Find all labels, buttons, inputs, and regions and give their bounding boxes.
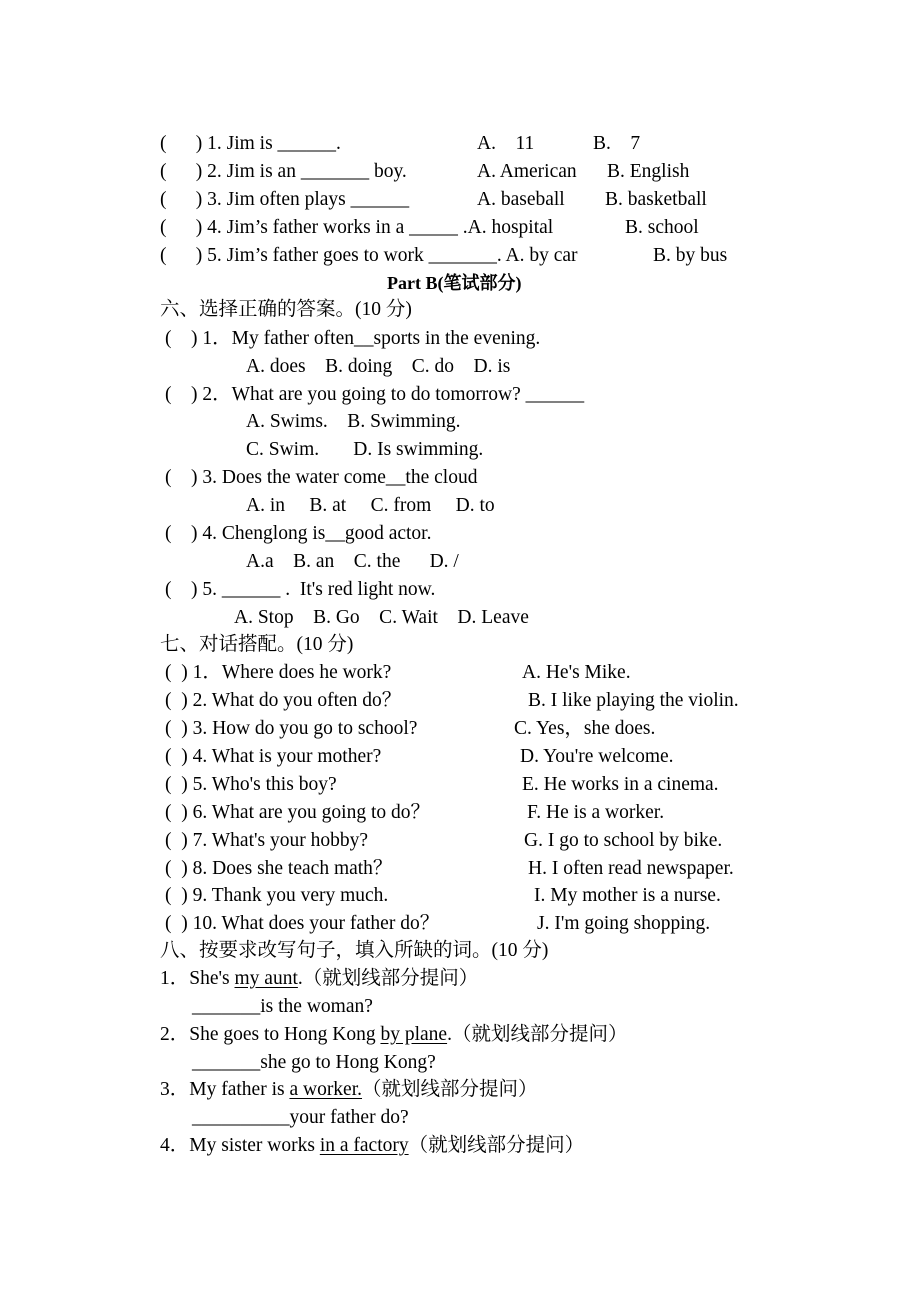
section-7-q9: ( ) 9. Thank you very much. [165,885,389,906]
sentence-text: My sister works [189,1135,320,1156]
section-7-a2: B. I like playing the violin. [528,690,739,711]
section-7-a9: I. My mother is a nurse. [534,885,721,906]
instruction: .（就划线部分提问） [297,968,479,989]
section-7-a5: E. He works in a cinema. [522,774,719,795]
section-6-q1-options: A. does B. doing C. do D. is [246,356,511,377]
section-7-a4: D. You're welcome. [520,746,674,767]
listening-q3-option-a: A. baseball [477,189,565,210]
section-6-q3: ( ) 3. Does the water come__the cloud [165,467,478,488]
section-7-q10: ( ) 10. What does your father do？ [165,913,440,934]
item-number: 2． [160,1024,190,1045]
sentence-text: She goes to Hong Kong [189,1024,381,1045]
part-b-title: Part B(笔试部分) [387,273,522,293]
underlined-phrase: a worker. [289,1079,363,1100]
section-7-q2: ( ) 2. What do you often do？ [165,690,402,711]
section-7-q7: ( ) 7. What's your hobby? [165,830,368,851]
sentence-text: My father is [189,1079,290,1100]
item-number: 3． [160,1079,190,1100]
section-7-a6: F. He is a worker. [527,802,665,823]
sentence-text: She's [189,968,235,989]
listening-q1: ( ) 1. Jim is ______. [160,133,341,154]
section-7-q4: ( ) 4. What is your mother? [165,746,382,767]
item-number: 1． [160,968,190,989]
section-7-q3: ( ) 3. How do you go to school? [165,718,418,739]
section-7-a10: J. I'm going shopping. [537,913,711,934]
section-6-q3-options: A. in B. at C. from D. to [246,495,495,516]
section-7-q8: ( ) 8. Does she teach math？ [165,858,393,879]
section-6-q4: ( ) 4. Chenglong is__good actor. [165,523,432,544]
section-6-q5: ( ) 5. ______ . It's red light now. [165,579,436,600]
section-8-item-2 [160,1023,627,1047]
section-7-q1: ( ) 1．Where does he work? [165,662,392,683]
section-6-title: 六、选择正确的答案。(10 分) [160,299,412,320]
section-6-q2-options-2: C. Swim. D. Is swimming. [246,439,484,460]
listening-q1-option-b: B. 7 [593,133,641,154]
listening-q3-option-b: B. basketball [605,189,707,210]
underlined-phrase: in a factory [319,1135,409,1156]
section-6-q1: ( ) 1．My father often__sports in the evening. [165,328,541,349]
listening-q2-option-b: B. English [607,161,690,182]
section-7-a7: G. I go to school by bike. [524,830,723,851]
section-8-item-4 [160,1134,584,1158]
listening-q3: ( ) 3. Jim often plays ______ [160,189,410,210]
instruction: .（就划线部分提问） [447,1024,628,1045]
listening-q2: ( ) 2. Jim is an _______ boy. [160,161,407,182]
section-6-q2: ( ) 2．What are you going to do tomorrow? ______ [165,384,585,405]
listening-q4: ( ) 4. Jim’s father works in a _____ .A. hospital [160,217,554,238]
listening-q2-option-a: A. American [477,161,577,182]
section-7-a1: A. He's Mike. [522,662,631,683]
section-8-item-3 [160,1078,538,1102]
listening-q1-option-a: A. 11 [477,133,535,154]
section-6-q2-options-1: A. Swims. B. Swimming. [246,411,461,432]
item-number: 4． [160,1135,190,1156]
listening-q4-option-b: B. school [625,217,699,238]
instruction: （就划线部分提问） [408,1135,585,1156]
section-8-answer-2: _______she go to Hong Kong? [192,1052,436,1073]
listening-q5-option-b: B. by bus [653,245,728,266]
underlined-phrase: by plane [380,1024,448,1045]
section-7-q5: ( ) 5. Who's this boy? [165,774,337,795]
section-8-item-1 [160,967,478,991]
section-7-title: 七、对话搭配。(10 分) [160,634,354,655]
section-8-answer-1: _______is the woman? [192,996,373,1017]
section-8-answer-3: __________your father do? [192,1107,409,1128]
underlined-phrase: my aunt [234,968,298,989]
section-7-a8: H. I often read newspaper. [528,858,734,879]
section-6-q4-options: A.a B. an C. the D. / [246,551,459,572]
section-7-q6: ( ) 6. What are you going to do？ [165,802,431,823]
section-8-title: 八、按要求改写句子，填入所缺的词。(10 分) [160,940,549,961]
listening-q5: ( ) 5. Jim’s father goes to work _______. A. by car [160,245,578,266]
section-7-a3: C. Yes，she does. [514,718,656,739]
section-6-q5-options: A. Stop B. Go C. Wait D. Leave [234,607,529,628]
instruction: （就划线部分提问） [362,1079,538,1100]
